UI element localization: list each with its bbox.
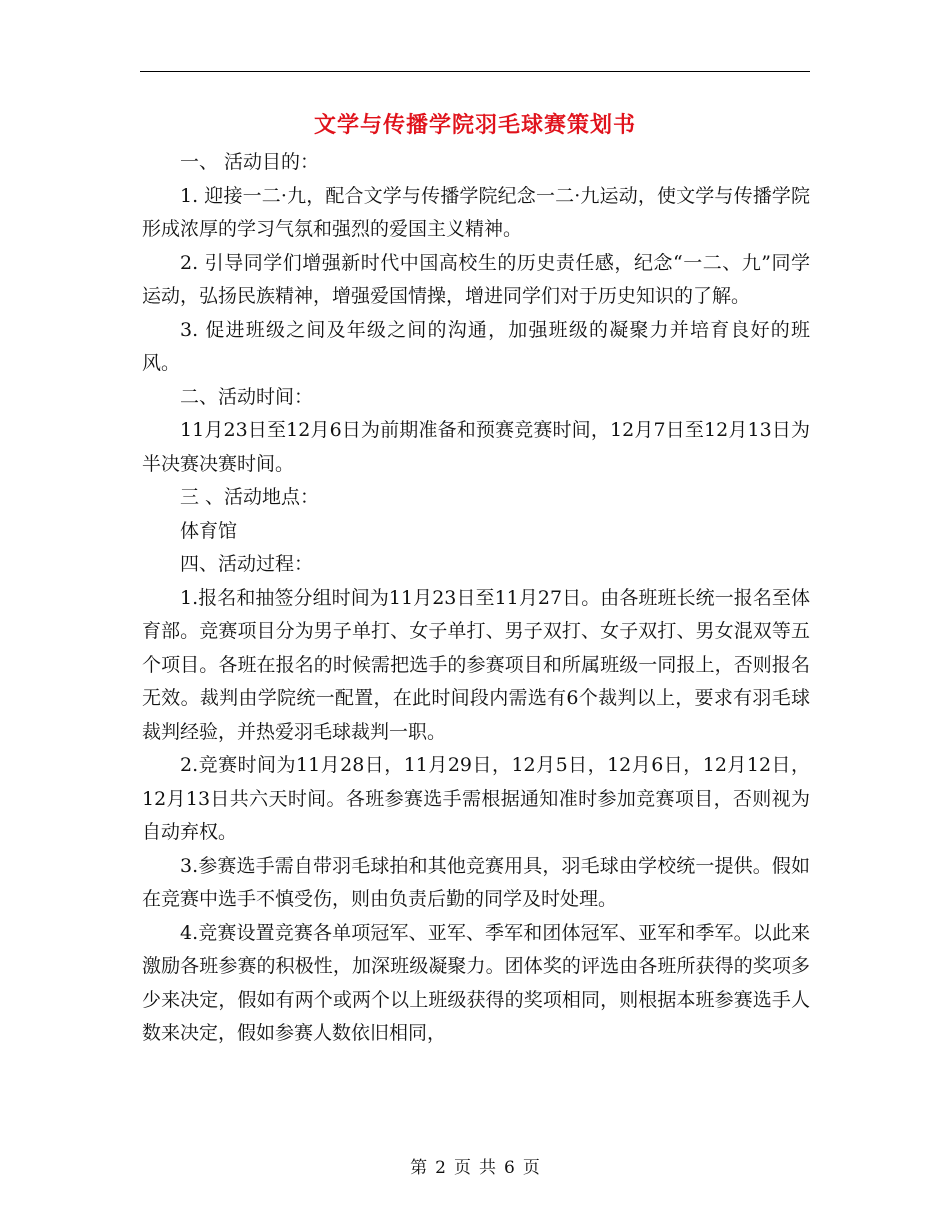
footer-total-pages: 6 [504,1158,515,1178]
footer-page-word: 页 [454,1158,471,1178]
paragraph: 4.竞赛设置竞赛各单项冠军、亚军、季军和团体冠军、亚军和季军。以此来激励各班参赛的积极性，加深班级凝聚力。团体奖的评选由各班所获得的奖项多少来决定，假如有两个或两个以上班级获得的奖项相同，则根据本班参赛选手人数来决定，假如参赛人数依旧相同， [142,921,810,1044]
section-heading-purpose: 一、 活动目的： [180,151,320,173]
footer-total-prefix: 共 [479,1158,496,1178]
header-rule [140,71,810,72]
document-title: 文学与传播学院羽毛球赛策划书 [313,112,636,138]
page-footer [0,1153,950,1178]
section-heading-process: 四、活动过程： [180,553,314,575]
paragraph: 1.报名和抽签分组时间为11月23日至11月27日。由各班班长统一报名至体育部。竞赛项目分为男子单打、女子单打、男子双打、女子双打、男女混双等五个项目。各班在报名的时候需把选手的参赛项目和所属班级一同报上，否则报名无效。裁判由学院统一配置，在此时间段内需选有6个裁判以上，要求有羽毛球裁判经验，并热爱羽毛球裁判一职。 [142,586,810,743]
section-heading-time: 二、活动时间： [180,385,314,408]
paragraph: 2. 引导同学们增强新时代中国高校生的历史责任感，纪念“一二、九”同学运动，弘扬民族精神，增强爱国情操，增进同学们对于历史知识的了解。 [142,251,810,307]
paragraph: 3.参赛选手需自带羽毛球拍和其他竞赛用具，羽毛球由学校统一提供。假如在竞赛中选手不慎受伤，则由负责后勤的同学及时处理。 [142,854,810,910]
section-heading-location: 三 、活动地点： [180,486,320,508]
paragraph: 3. 促进班级之间及年级之间的沟通，加强班级的凝聚力并培育良好的班风。 [142,318,810,374]
footer-suffix: 页 [522,1158,540,1178]
paragraph: 11月23日至12月6日为前期准备和预赛竞赛时间，12月7日至12月13日为半决赛决赛时间。 [142,419,810,475]
paragraph: 2.竞赛时间为11月28日，11月29日，12月5日，12月6日，12月12日，12月13日共六天时间。各班参赛选手需根据通知准时参加竞赛项目，否则视为自动弃权。 [142,754,810,843]
paragraph: 1. 迎接一二·九，配合文学与传播学院纪念一二·九运动，使文学与传播学院形成浓厚的学习气氛和强烈的爱国主义精神。 [142,184,810,240]
footer-prefix: 第 [410,1158,428,1178]
footer-current-page: 2 [435,1158,446,1178]
paragraph: 体育馆 [180,519,238,542]
document-body [142,146,810,1051]
